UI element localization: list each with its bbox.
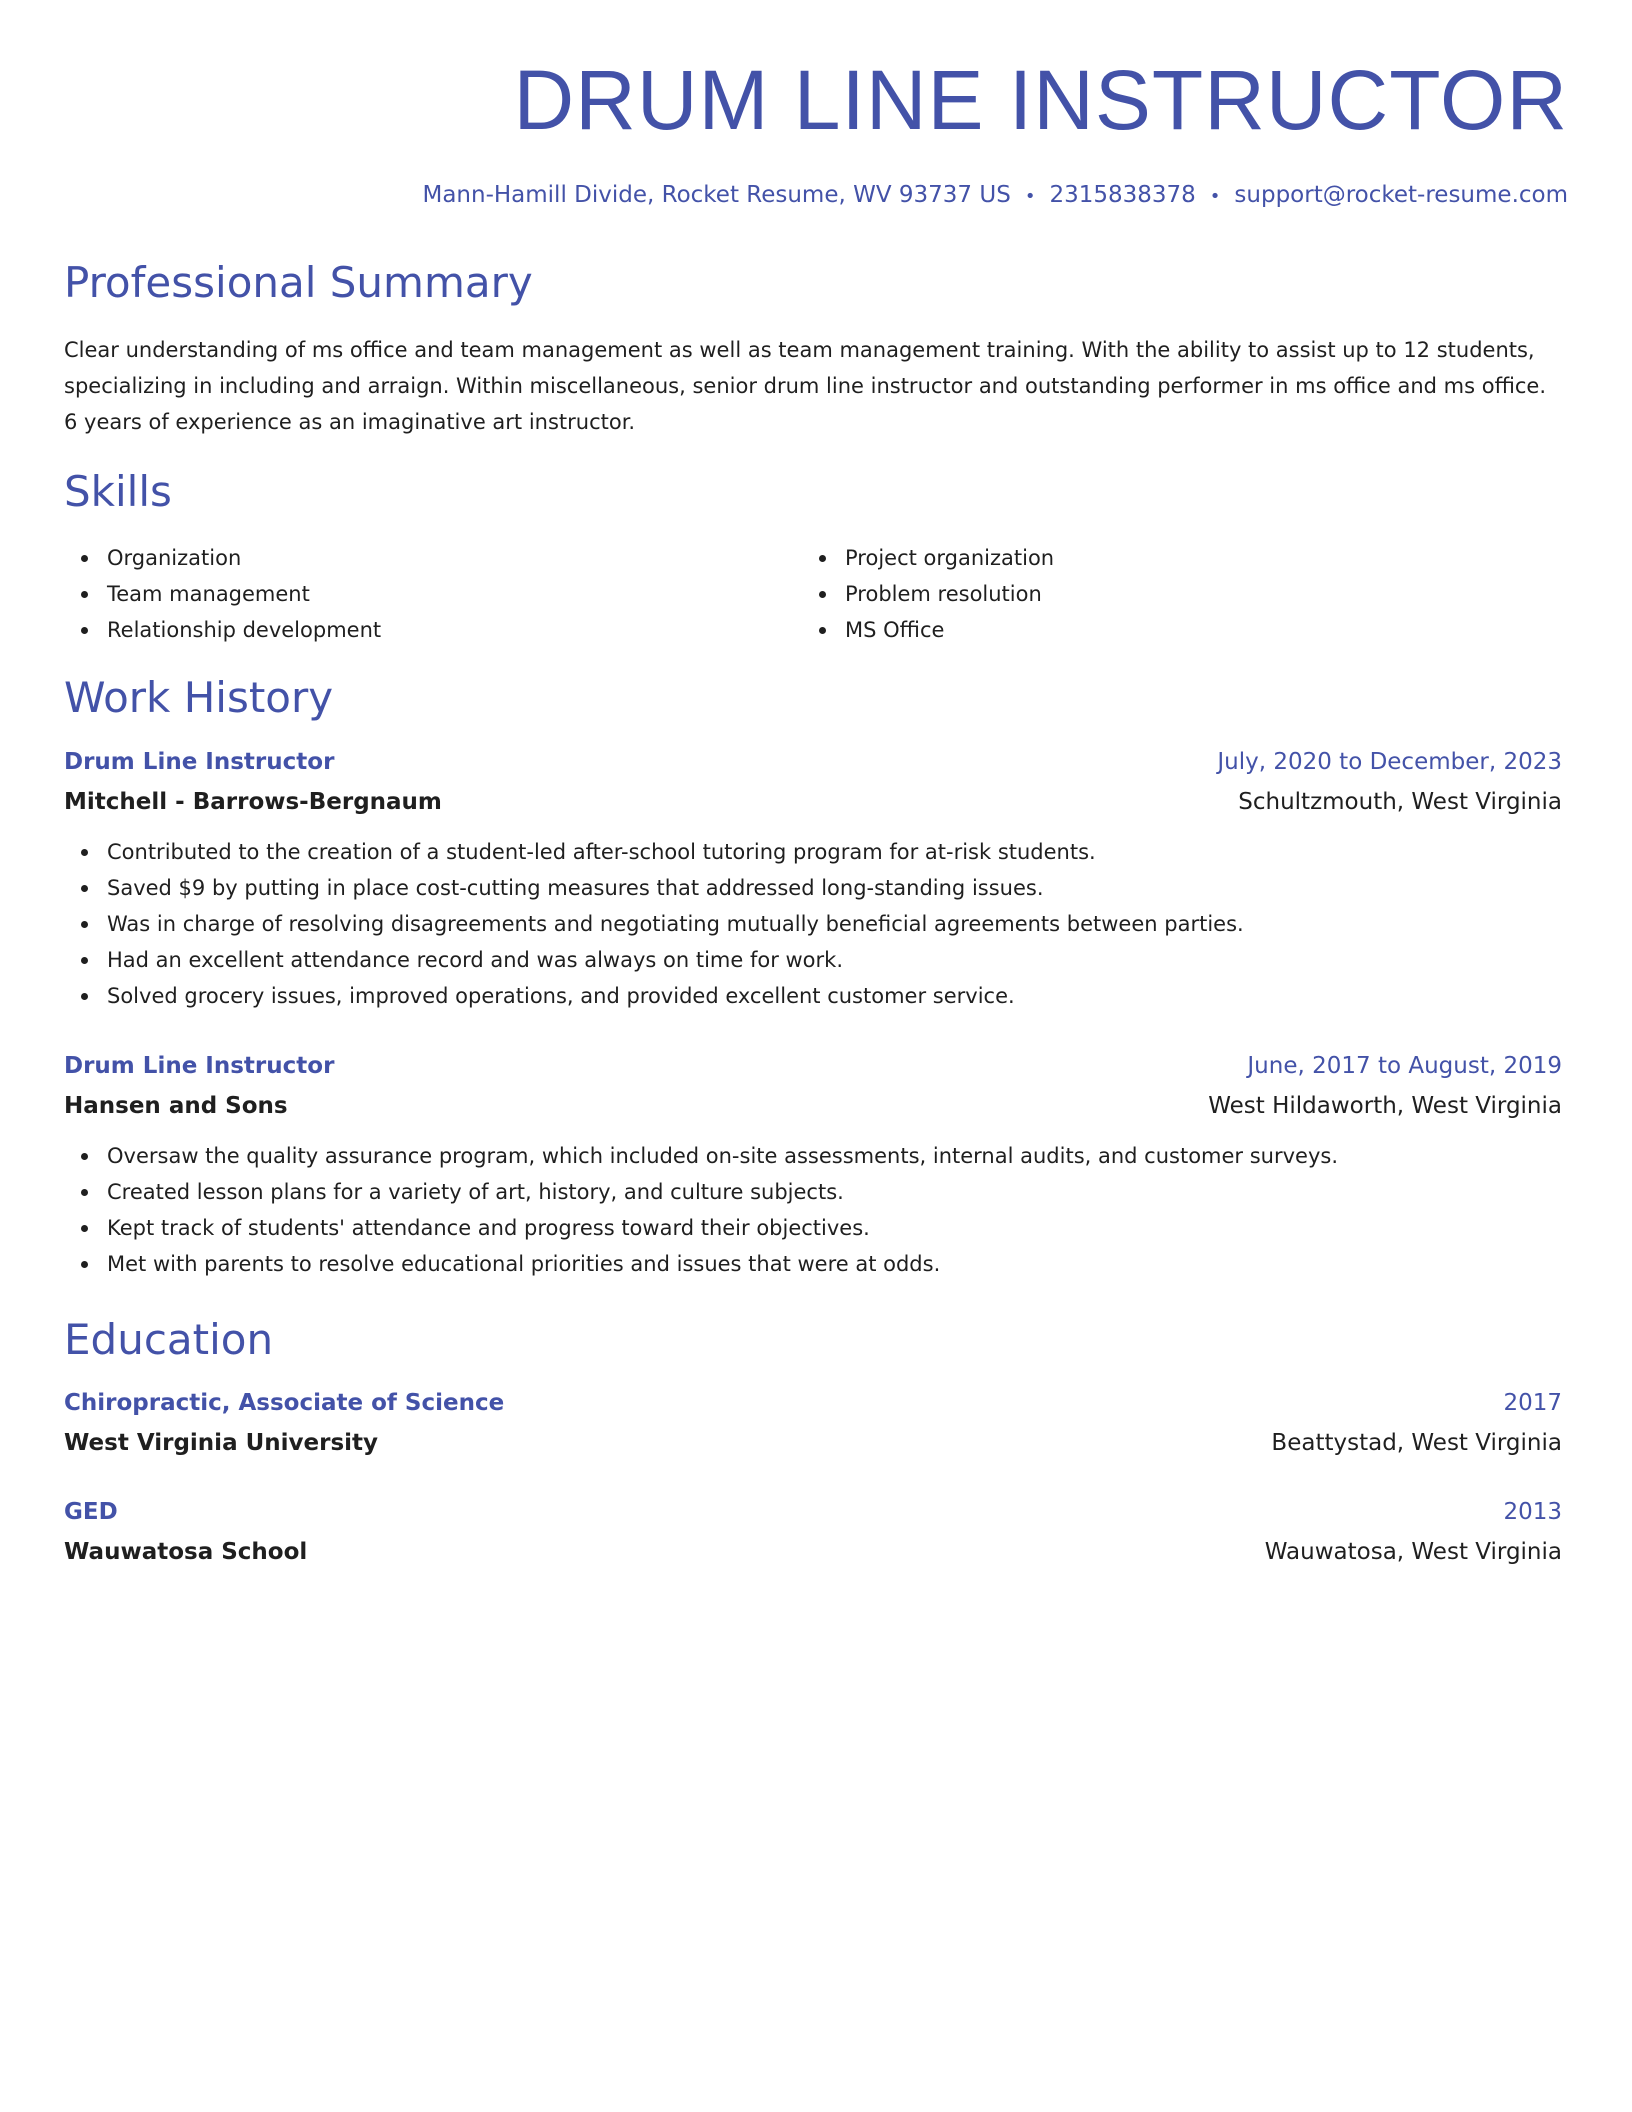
job-location: West Hildaworth, West Virginia	[1208, 1093, 1562, 1119]
contact-separator: •	[1024, 186, 1036, 207]
contact-address: Mann-Hamill Divide, Rocket Resume, WV 93737 US	[422, 182, 1011, 208]
work-entry	[64, 742, 1562, 1014]
contact-line	[422, 178, 1568, 214]
job-title: Drum Line Instructor	[64, 1053, 335, 1079]
skill-item: Problem resolution	[802, 576, 1540, 612]
job-duty: Had an excellent attendance record and was always on time for work.	[64, 942, 1562, 978]
job-duty: Contributed to the creation of a student-led after-school tutoring program for at-risk students.	[64, 834, 1562, 870]
education-location: Beattystad, West Virginia	[1271, 1430, 1562, 1456]
skills-list	[64, 540, 1564, 648]
education-heading: Education	[64, 1315, 274, 1364]
contact-separator: •	[1209, 186, 1221, 207]
job-duty: Solved grocery issues, improved operations, and provided excellent customer service.	[64, 978, 1562, 1014]
education-degree: Chiropractic, Associate of Science	[64, 1390, 505, 1416]
job-dates: July, 2020 to December, 2023	[1217, 749, 1562, 775]
education-entry-subheader	[64, 1423, 1562, 1463]
education-entry	[64, 1383, 1562, 1463]
job-duties	[64, 1138, 1562, 1282]
contact-email[interactable]: support@rocket-resume.com	[1234, 182, 1568, 208]
job-dates: June, 2017 to August, 2019	[1247, 1053, 1562, 1079]
work-history-heading: Work History	[64, 673, 334, 722]
education-year: 2017	[1503, 1390, 1562, 1416]
education-entry-header	[64, 1383, 1562, 1423]
job-company: Hansen and Sons	[64, 1093, 288, 1119]
job-location: Schultzmouth, West Virginia	[1238, 789, 1562, 815]
work-entry	[64, 1046, 1562, 1282]
work-entry-subheader	[64, 782, 1562, 822]
summary-text: Clear understanding of ms office and team management as well as team management training. With the ability to assist up to 12 students, specializing in including and arraign. Within miscellaneous, senior drum line instructor and outstanding performer in ms office and ms office. 6 years of experience as an imaginative art instructor.	[64, 338, 1547, 434]
summary-heading: Professional Summary	[64, 258, 533, 307]
work-entry-header	[64, 742, 1562, 782]
education-school: Wauwatosa School	[64, 1539, 308, 1565]
skills-column-right	[802, 540, 1540, 648]
work-entry-subheader	[64, 1086, 1562, 1126]
skill-item: Organization	[64, 540, 802, 576]
job-duty: Met with parents to resolve educational priorities and issues that were at odds.	[64, 1246, 1562, 1282]
skill-item: Team management	[64, 576, 802, 612]
skill-item: Project organization	[802, 540, 1540, 576]
education-entry	[64, 1492, 1562, 1572]
job-duty: Created lesson plans for a variety of art, history, and culture subjects.	[64, 1174, 1562, 1210]
skills-column-left	[64, 540, 802, 648]
education-school: West Virginia University	[64, 1430, 379, 1456]
contact-phone: 2315838378	[1049, 182, 1196, 208]
job-duty: Oversaw the quality assurance program, which included on-site assessments, internal audits, and customer surveys.	[64, 1138, 1562, 1174]
education-entry-subheader	[64, 1532, 1562, 1572]
skill-item: MS Office	[802, 612, 1540, 648]
skills-heading: Skills	[64, 467, 172, 516]
job-duty: Saved $9 by putting in place cost-cutting measures that addressed long-standing issues.	[64, 870, 1562, 906]
skill-item: Relationship development	[64, 612, 802, 648]
job-company: Mitchell - Barrows-Bergnaum	[64, 789, 442, 815]
job-title: Drum Line Instructor	[64, 749, 335, 775]
education-degree: GED	[64, 1499, 118, 1525]
job-duties	[64, 834, 1562, 1014]
work-entry-header	[64, 1046, 1562, 1086]
education-entry-header	[64, 1492, 1562, 1532]
resume-title: DRUM LINE INSTRUCTOR	[513, 53, 1568, 147]
job-duty: Kept track of students' attendance and progress toward their objectives.	[64, 1210, 1562, 1246]
job-duty: Was in charge of resolving disagreements and negotiating mutually beneficial agreements between parties.	[64, 906, 1562, 942]
education-location: Wauwatosa, West Virginia	[1264, 1539, 1562, 1565]
education-year: 2013	[1503, 1499, 1562, 1525]
